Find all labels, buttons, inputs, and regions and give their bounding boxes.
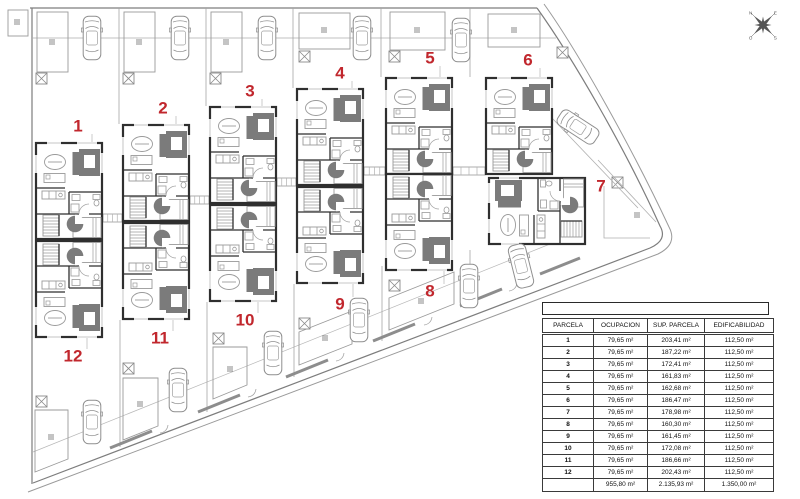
car-icon — [169, 16, 190, 60]
table-cell: 186,47 m² — [648, 395, 705, 407]
table-cell: 1 — [543, 334, 594, 347]
house-plan — [123, 223, 189, 319]
table-header-row — [543, 319, 774, 334]
table-cell: 187,22 m² — [648, 347, 705, 359]
house-plan — [210, 107, 276, 203]
car-icon — [348, 298, 369, 342]
car-icon — [450, 18, 471, 62]
table-header-cell: OCUPACION — [594, 319, 648, 334]
summary-table — [542, 302, 769, 492]
table-cell: 79,65 m² — [594, 371, 648, 383]
table-row — [543, 455, 774, 467]
parcela-table — [542, 318, 774, 492]
table-cell: 79,65 m² — [594, 419, 648, 431]
table-total-cell: 2.135,93 m² — [648, 479, 705, 492]
table-cell: 172,41 m² — [648, 359, 705, 371]
parcel-label-3: 3 — [245, 81, 255, 101]
table-cell: 3 — [543, 359, 594, 371]
house-plan — [386, 174, 452, 270]
table-cell: 172,08 m² — [648, 443, 705, 455]
table-header-cell: SUP. PARCELA — [648, 319, 705, 334]
table-total-cell: 955,80 m² — [594, 479, 648, 492]
table-total-row — [543, 479, 774, 492]
car-icon — [167, 368, 188, 412]
table-row — [543, 334, 774, 347]
house-plan — [486, 78, 552, 174]
car-icon — [505, 242, 536, 289]
table-cell: 79,65 m² — [594, 347, 648, 359]
table-cell: 2 — [543, 347, 594, 359]
parcel-label-1: 1 — [73, 116, 83, 136]
parcel-label-4: 4 — [335, 63, 345, 83]
table-total-cell: 1.350,00 m² — [705, 479, 774, 492]
compass-icon — [749, 11, 777, 41]
table-head — [543, 319, 774, 334]
car-icon — [262, 331, 283, 375]
table-cell: 10 — [543, 443, 594, 455]
table-cell: 162,68 m² — [648, 383, 705, 395]
table-cell: 112,50 m² — [705, 395, 774, 407]
parcel-label-7: 7 — [596, 176, 606, 196]
table-row — [543, 467, 774, 479]
house-plan — [210, 205, 276, 301]
table-cell: 112,50 m² — [705, 443, 774, 455]
compass-letter: E — [773, 10, 777, 16]
table-cell: 112,50 m² — [705, 431, 774, 443]
table-cell: 5 — [543, 383, 594, 395]
table-cell: 79,65 m² — [594, 407, 648, 419]
parcel-label-5: 5 — [425, 48, 435, 68]
house-plan — [36, 143, 102, 239]
table-cell: 161,83 m² — [648, 371, 705, 383]
table-row — [543, 395, 774, 407]
car-icon — [554, 106, 602, 148]
car-icon — [81, 16, 102, 60]
table-cell: 6 — [543, 395, 594, 407]
house-plans — [36, 78, 585, 337]
house-plan — [386, 78, 452, 174]
table-total-cell — [543, 479, 594, 492]
table-cell: 112,50 m² — [705, 347, 774, 359]
house-plan — [297, 89, 363, 185]
table-cell: 112,50 m² — [705, 419, 774, 431]
table-cell: 112,50 m² — [705, 359, 774, 371]
house-plan — [489, 178, 585, 244]
table-cell: 79,65 m² — [594, 467, 648, 479]
table-cell: 12 — [543, 467, 594, 479]
parcel-label-9: 9 — [335, 294, 345, 314]
table-cell: 178,98 m² — [648, 407, 705, 419]
house-plan — [123, 125, 189, 221]
car-icon — [81, 400, 102, 444]
parcel-label-8: 8 — [425, 281, 435, 301]
table-cell: 79,65 m² — [594, 359, 648, 371]
table-cell: 112,50 m² — [705, 371, 774, 383]
table-row — [543, 383, 774, 395]
table-cell: 112,50 m² — [705, 455, 774, 467]
table-row — [543, 443, 774, 455]
table-cell: 112,50 m² — [705, 407, 774, 419]
table-row — [543, 359, 774, 371]
table-cell: 112,50 m² — [705, 467, 774, 479]
table-title-box — [542, 302, 769, 315]
table-header-cell: EDIFICABILIDAD — [705, 319, 774, 334]
table-cell: 7 — [543, 407, 594, 419]
parcel-label-11: 11 — [151, 328, 169, 348]
table-header-cell: PARCELA — [543, 319, 594, 334]
house-plan — [36, 241, 102, 337]
table-cell: 79,65 m² — [594, 443, 648, 455]
table-cell: 202,43 m² — [648, 467, 705, 479]
table-cell: 9 — [543, 431, 594, 443]
parcel-label-10: 10 — [235, 310, 255, 330]
table-cell: 79,65 m² — [594, 455, 648, 467]
table-row — [543, 347, 774, 359]
parcel-label-2: 2 — [158, 98, 168, 118]
table-cell: 186,66 m² — [648, 455, 705, 467]
table-row — [543, 431, 774, 443]
table-cell: 161,45 m² — [648, 431, 705, 443]
table-cell: 11 — [543, 455, 594, 467]
table-cell: 8 — [543, 419, 594, 431]
table-row — [543, 419, 774, 431]
car-icon — [256, 16, 277, 60]
table-body — [543, 334, 774, 492]
table-cell: 112,50 m² — [705, 334, 774, 347]
car-icon — [458, 264, 479, 308]
table-row — [543, 371, 774, 383]
house-plan — [297, 187, 363, 283]
table-row — [543, 407, 774, 419]
table-cell: 79,65 m² — [594, 431, 648, 443]
table-cell: 79,65 m² — [594, 395, 648, 407]
parcel-label-6: 6 — [523, 50, 533, 70]
compass-letter: S — [773, 35, 777, 41]
table-cell: 79,65 m² — [594, 334, 648, 347]
table-cell: 160,30 m² — [648, 419, 705, 431]
table-cell: 112,50 m² — [705, 383, 774, 395]
compass-letter: O — [748, 35, 753, 41]
table-cell: 4 — [543, 371, 594, 383]
table-cell: 79,65 m² — [594, 383, 648, 395]
compass-letter: N — [748, 10, 753, 16]
table-cell: 203,41 m² — [648, 334, 705, 347]
car-icon — [351, 16, 372, 60]
parcel-label-12: 12 — [63, 346, 83, 366]
